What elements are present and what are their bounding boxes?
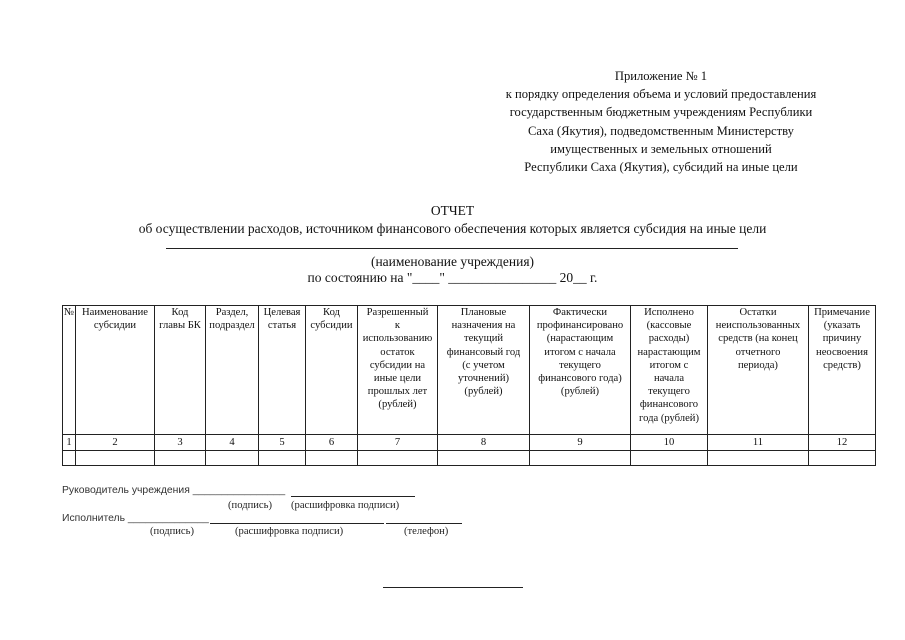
executor-decode-line — [210, 523, 384, 524]
header-text: (рублей) — [378, 399, 417, 411]
report-date: по состоянию на "____" ________________ 20__ г. — [307, 270, 598, 285]
column-number-cell: 5 — [259, 435, 306, 451]
column-number-cell: 7 — [358, 435, 438, 451]
table-cell — [438, 451, 530, 466]
header-text: главы БК — [159, 320, 201, 332]
header-text: текущего — [648, 386, 690, 398]
header-text: Код — [171, 307, 189, 318]
header-text: отчетного — [735, 346, 781, 358]
appendix-line: Приложение № 1 — [614, 69, 708, 83]
institution-caption: (наименование учреждения) — [370, 254, 535, 269]
appendix-line: имущественных и земельных отношений — [550, 141, 772, 156]
table-header-cell — [155, 306, 206, 435]
header-text: Примечание — [814, 307, 870, 318]
table-cell — [206, 451, 259, 466]
header-text: субсидии на — [369, 359, 426, 371]
header-text: периода) — [738, 359, 778, 371]
header-text: текущего — [559, 359, 601, 371]
header-text: (рублей) — [464, 386, 503, 398]
executor-decode-caption: (расшифровка подписи) — [235, 526, 344, 537]
header-text: подраздел — [209, 320, 255, 332]
report-title: ОТЧЕТ — [430, 203, 475, 218]
table-header-cell — [76, 306, 155, 435]
header-text: причину — [822, 333, 862, 345]
table-header-cell — [259, 306, 306, 435]
table-cell — [76, 451, 155, 466]
appendix-line: к порядку определения объема и условий предоставления — [505, 87, 817, 102]
header-text: (рублей) — [560, 386, 600, 398]
header-text: субсидии — [93, 320, 137, 332]
header-text: № — [63, 307, 75, 318]
table-cell — [530, 451, 631, 466]
head-sign-caption: (подпись) — [228, 500, 272, 511]
appendix-line: государственным бюджетным учреждениям Республики — [509, 105, 813, 120]
header-text: текущий — [463, 333, 504, 345]
table-cell — [708, 451, 809, 466]
appendix-header — [470, 67, 852, 176]
column-number-cell: 10 — [631, 435, 708, 451]
header-text: финансового года) — [538, 373, 622, 385]
header-text: средств (на конец — [718, 333, 798, 345]
header-text: (кассовые — [646, 320, 692, 332]
head-decode-line — [291, 496, 415, 497]
header-text: использованию — [362, 333, 433, 345]
header-text: статья — [267, 320, 297, 332]
header-text: (указать — [823, 320, 861, 332]
table-header-cell — [306, 306, 358, 435]
appendix-line: Республики Саха (Якутия), субсидий на иные цели — [524, 160, 798, 175]
column-number-cell: 11 — [708, 435, 809, 451]
column-number-cell: 1 — [63, 435, 76, 451]
table-cell — [631, 451, 708, 466]
header-text: Исполнено — [644, 307, 694, 318]
header-text: остаток — [380, 346, 415, 358]
table-header-cell — [809, 306, 876, 435]
header-text: Плановые — [460, 307, 507, 318]
table-header-cell — [358, 306, 438, 435]
column-number-cell: 4 — [206, 435, 259, 451]
header-text: к — [394, 320, 401, 332]
header-text: начала — [653, 373, 685, 385]
header-text: расходы) — [648, 333, 690, 345]
header-text: назначения на — [451, 320, 516, 332]
header-text: средств) — [823, 359, 861, 371]
header-text: неиспользованных — [715, 320, 801, 332]
table-row — [63, 451, 876, 466]
report-title-block — [80, 202, 825, 238]
report-table — [62, 305, 876, 466]
executor-phone-line — [386, 523, 462, 524]
header-text: иные цели — [373, 373, 422, 385]
table-cell — [63, 451, 76, 466]
table-cell — [358, 451, 438, 466]
header-text: уточнений) — [457, 373, 510, 385]
header-text: нарастающим — [637, 346, 701, 358]
header-text: (с учетом — [462, 359, 505, 371]
column-number-cell: 2 — [76, 435, 155, 451]
header-text: итогом с — [649, 359, 689, 371]
header-text: финансового — [639, 399, 699, 411]
header-text: Раздел, — [215, 307, 249, 318]
header-text: итогом с начала — [544, 346, 616, 358]
table-header-cell — [438, 306, 530, 435]
table-cell — [259, 451, 306, 466]
header-text: Остатки — [739, 307, 777, 318]
executor-phone-caption: (телефон) — [404, 526, 449, 537]
table-header-cell — [206, 306, 259, 435]
institution-block — [80, 254, 825, 286]
header-text: неосвоения — [816, 346, 868, 358]
executor-sign-caption: (подпись) — [150, 526, 194, 537]
table-number-row — [63, 435, 876, 451]
appendix-line: Саха (Якутия), подведомственным Министерству — [528, 123, 794, 138]
footer-line — [383, 587, 523, 588]
table-cell — [155, 451, 206, 466]
head-signature-label: Руководитель учреждения ________________ — [62, 485, 286, 496]
header-text: прошлых лет — [367, 386, 428, 398]
table-header-row — [63, 306, 876, 435]
header-text: субсидии — [310, 320, 353, 332]
header-text: финансовый год — [446, 346, 521, 358]
header-text: Разрешенный — [366, 307, 429, 318]
table-header-cell — [530, 306, 631, 435]
table-header-cell — [708, 306, 809, 435]
header-text: Наименование — [82, 307, 148, 318]
column-number-cell: 12 — [809, 435, 876, 451]
institution-name-line — [166, 248, 738, 249]
header-text: профинансировано — [536, 320, 624, 332]
executor-signature-label: Исполнитель ______________ — [62, 513, 209, 524]
head-decode-caption: (расшифровка подписи) — [291, 500, 400, 511]
header-text: Целевая — [263, 307, 301, 318]
header-text: Код — [323, 307, 340, 318]
report-subtitle: об осуществлении расходов, источником финансового обеспечения которых является субсидия на иные цели — [138, 221, 767, 236]
table-header-cell — [631, 306, 708, 435]
table-cell — [809, 451, 876, 466]
column-number-cell: 3 — [155, 435, 206, 451]
table-cell — [306, 451, 358, 466]
header-text: (нарастающим — [546, 333, 614, 345]
column-number-cell: 9 — [530, 435, 631, 451]
column-number-cell: 8 — [438, 435, 530, 451]
column-number-cell: 6 — [306, 435, 358, 451]
header-text: года (рублей) — [639, 412, 699, 424]
header-text: Фактически — [552, 307, 608, 318]
table-header-cell — [63, 306, 76, 435]
